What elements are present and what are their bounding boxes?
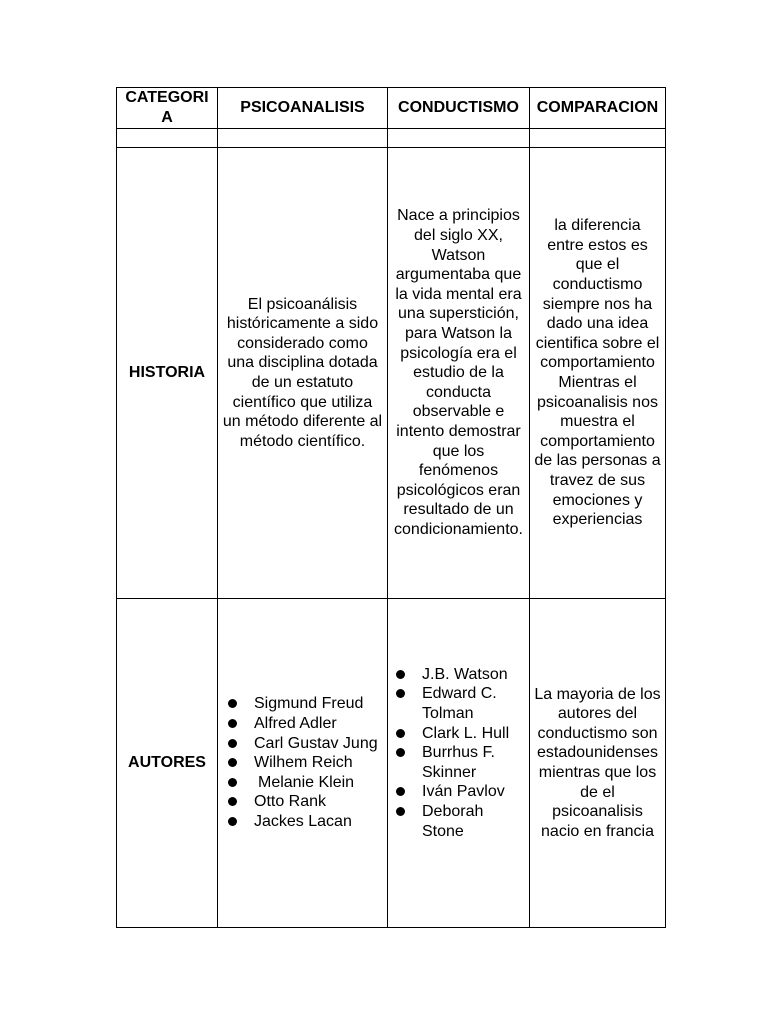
spacer-cell — [530, 129, 666, 148]
row-historia — [117, 148, 666, 599]
historia-comparacion-p2: Mientras el psicoanalisis nos muestra el comportamiento de las personas a travez de sus emociones y experiencias — [534, 374, 661, 529]
spacer-cell — [218, 129, 388, 148]
list-item: Jackes Lacan — [224, 812, 383, 832]
list-item: Carl Gustav Jung — [224, 734, 383, 754]
autores-conductismo — [388, 599, 530, 928]
row-autores — [117, 599, 666, 928]
list-item: J.B. Watson — [392, 665, 525, 685]
header-conductismo: CONDUCTISMO — [388, 88, 530, 129]
spacer-cell — [388, 129, 530, 148]
historia-comparacion-p1: la diferencia entre estos es que el conductismo siempre nos ha dado una idea cientifica sobre el comportamiento — [535, 217, 660, 372]
psicoanalisis-authors-list — [222, 694, 383, 831]
header-categoria: CATEGORIA — [117, 88, 218, 129]
list-item: Alfred Adler — [224, 714, 383, 734]
category-autores: AUTORES — [117, 599, 218, 928]
list-item: Burrhus F. Skinner — [392, 743, 525, 782]
historia-comparacion — [530, 148, 666, 599]
list-item: Sigmund Freud — [224, 694, 383, 714]
historia-conductismo: Nace a principios del siglo XX, Watson argumentaba que la vida mental era una superstición, para Watson la psicología era el estudio de la conducta observable e intento demostrar que los fenómenos psicológicos eran resultado de un condicionamiento. — [388, 148, 530, 599]
header-psicoanalisis: PSICOANALISIS — [218, 88, 388, 129]
list-item: Edward C. Tolman — [392, 684, 525, 723]
header-row — [117, 88, 666, 129]
historia-psicoanalisis: El psicoanálisis históricamente a sido considerado como una disciplina dotada de un estatuto científico que utiliza un método diferente al método científico. — [218, 148, 388, 599]
list-item: Otto Rank — [224, 792, 383, 812]
comparison-table — [116, 87, 666, 928]
autores-psicoanalisis — [218, 599, 388, 928]
spacer-cell — [117, 129, 218, 148]
spacer-row — [117, 129, 666, 148]
category-historia: HISTORIA — [117, 148, 218, 599]
list-item: Iván Pavlov — [392, 782, 525, 802]
autores-comparacion: La mayoria de los autores del conductismo son estadounidenses mientras que los de el psicoanalisis nacio en francia — [530, 599, 666, 928]
conductismo-authors-list — [392, 665, 525, 841]
list-item: Clark L. Hull — [392, 724, 525, 744]
list-item: Deborah Stone — [392, 802, 525, 841]
list-item: Wilhem Reich — [224, 753, 383, 773]
header-comparacion: COMPARACION — [530, 88, 666, 129]
list-item: Melanie Klein — [224, 773, 383, 793]
